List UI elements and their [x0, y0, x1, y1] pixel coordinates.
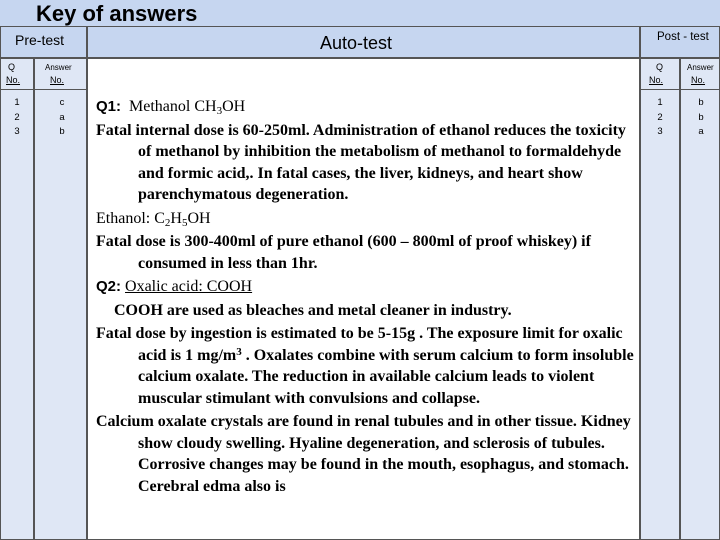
- pre-question-3: 3: [14, 126, 20, 137]
- post-q-label: Q: [656, 62, 664, 72]
- ethanol-paragraph: Fatal dose is 300-400ml of pure ethanol (600 – 800ml of proof whiskey) if consumed in less than 1hr.: [96, 233, 591, 272]
- pre-question-list: [7, 96, 27, 140]
- q2-line: [96, 276, 636, 298]
- ethanol-sub-2: 5: [181, 216, 188, 229]
- post-answer-label: Answer: [687, 63, 714, 72]
- post-answer-list: [691, 96, 711, 140]
- pre-answer-2: a: [59, 111, 65, 123]
- oxalic-text-b: . Oxalates combine with serum calcium to form insoluble calcium oxalate. The reduction in available calcium leads to violent muscular stimulant with convulsions and collapse.: [138, 346, 634, 407]
- pre-question-1: 1: [14, 97, 20, 108]
- auto-test-body: [87, 58, 640, 540]
- post-question-1: 1: [657, 97, 663, 108]
- post-question-2: 2: [657, 111, 663, 123]
- post-no-label: No.: [649, 75, 664, 85]
- pre-answer-list: [52, 96, 72, 140]
- q1-label: Q1:: [96, 98, 122, 115]
- post-a-divider: [681, 89, 719, 90]
- oxalic-sup: 3: [236, 345, 242, 358]
- auto-test-header: [87, 26, 640, 58]
- pre-answer-no-label: No.: [50, 75, 65, 85]
- pre-answer-1: c: [59, 97, 65, 108]
- post-answer-2: b: [698, 111, 704, 123]
- page-title: Key of answers: [36, 1, 198, 26]
- pre-q-label: Q: [8, 62, 16, 72]
- pre-test-question-column: [0, 58, 34, 540]
- ethanol-tail: OH: [187, 209, 211, 227]
- q2-label: Q2:: [96, 278, 122, 295]
- pre-answer-label: Answer: [45, 63, 72, 72]
- q1-name: Methanol CH: [129, 98, 217, 115]
- ethanol-mid: H: [170, 209, 182, 227]
- ethanol-label: Ethanol: C: [96, 209, 165, 227]
- post-question-3: 3: [657, 126, 663, 137]
- q1-tail: OH: [222, 98, 246, 115]
- post-answer-1: b: [698, 97, 704, 108]
- post-test-label: Post - test: [657, 31, 709, 43]
- q1-sub: 3: [216, 105, 223, 117]
- post-answer-no-label: No.: [691, 75, 706, 85]
- oxalic-text-a: Fatal dose by ingestion is estimated to be 5-15g . The exposure limit for oxalic acid is 1 mg/m: [96, 325, 623, 364]
- post-answer-3: a: [698, 126, 704, 137]
- q2-name: Oxalic acid: COOH: [125, 278, 253, 295]
- post-question-list: [650, 96, 670, 140]
- methanol-paragraph: Fatal internal dose is 60-250ml. Administration of ethanol reduces the toxicity of methanol by inhibition the metabolism of methanol to formaldehyde and formic acid,. In fatal cases, the liver, kidneys, and heart show parenchymatous degeneration.: [96, 121, 626, 203]
- q2-continuation: COOH are used as bleaches and metal cleaner in industry.: [114, 301, 512, 319]
- ethanol-line: [96, 208, 636, 230]
- oxalic-paragraph: [96, 323, 636, 409]
- post-test-answer-column: [680, 58, 720, 540]
- pre-test-answer-column: [34, 58, 87, 540]
- pre-no-label: No.: [6, 75, 21, 85]
- ethanol-sub-1: 2: [164, 216, 171, 229]
- auto-test-content: [96, 96, 636, 499]
- pre-test-header: [0, 26, 87, 58]
- auto-test-label: Auto-test: [320, 33, 393, 53]
- post-q-divider: [641, 89, 679, 90]
- calcium-paragraph: Calcium oxalate crystals are found in renal tubules and in other tissue. Kidney show cloudy swelling. Hyaline degeneration, and sclerosis of tubules. Corrosive changes may be found in the mouth, esophagus, and stomach. Cerebral edma also is: [96, 413, 631, 495]
- post-test-question-column: [640, 58, 680, 540]
- pre-answer-3: b: [59, 126, 65, 137]
- pre-q-divider: [1, 89, 33, 90]
- pre-question-2: 2: [14, 111, 20, 123]
- post-test-header: [640, 26, 720, 58]
- q1-line: [96, 96, 636, 118]
- pre-a-divider: [35, 89, 86, 90]
- pre-test-label: Pre-test: [15, 32, 65, 48]
